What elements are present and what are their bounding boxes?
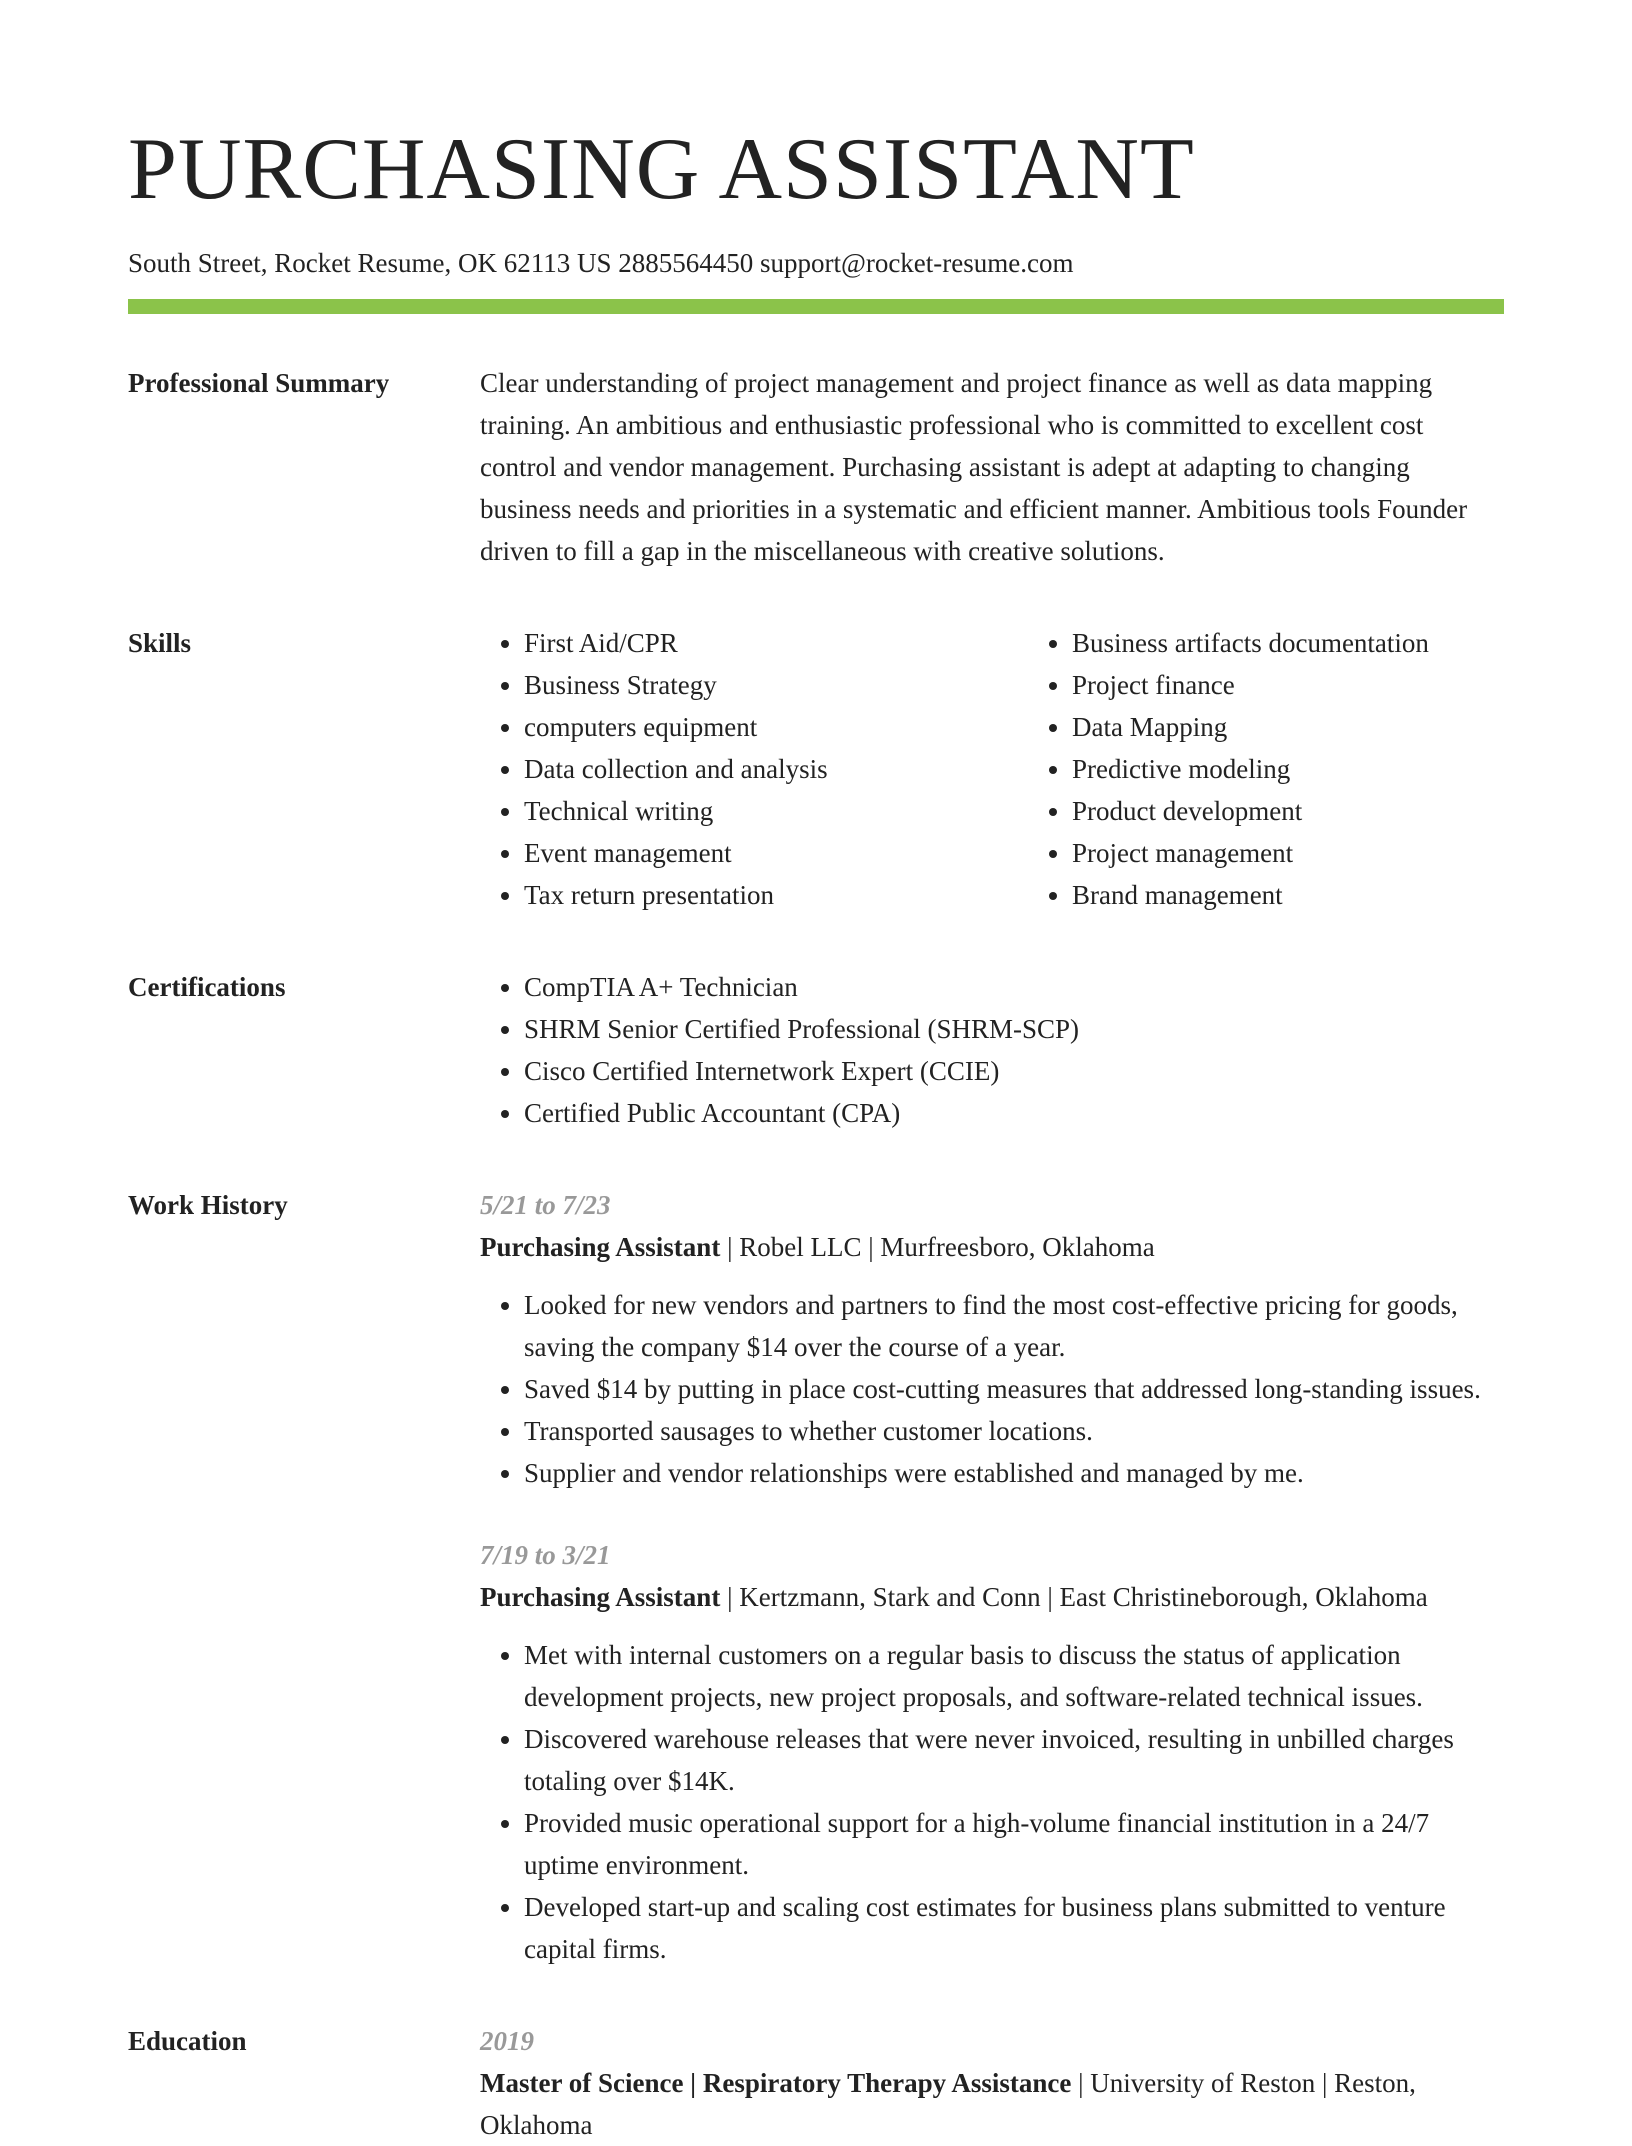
certification-item: • SHRM Senior Certified Professional (SHRM-SCP) xyxy=(524,1008,1504,1050)
section-label: Skills xyxy=(128,628,192,658)
job-bullet: • Provided music operational support for a high-volume financial institution in a 24/7 uptime environment. xyxy=(524,1802,1504,1886)
job-details: | Robel LLC | Murfreesboro, Oklahoma xyxy=(720,1232,1155,1262)
section-label: Education xyxy=(128,2026,247,2056)
job-bullet: • Discovered warehouse releases that were never invoiced, resulting in unbilled charges totaling over $14K. xyxy=(524,1718,1504,1802)
resume-page xyxy=(128,0,1504,2146)
job-heading xyxy=(480,1576,1504,1618)
skills-list-left xyxy=(480,622,1028,916)
certifications-list xyxy=(480,966,1504,1134)
job-bullet: • Met with internal customers on a regular basis to discuss the status of application development projects, new project proposals, and software-related technical issues. xyxy=(524,1634,1504,1718)
degree: Master of Science | Respiratory Therapy Assistance xyxy=(480,2068,1072,2098)
section-label: Professional Summary xyxy=(128,368,390,398)
skill-item: • Business Strategy xyxy=(524,664,1028,706)
job-bullet: • Supplier and vendor relationships were established and managed by me. xyxy=(524,1452,1504,1494)
job-bullet: • Saved $14 by putting in place cost-cutting measures that addressed long-standing issues. xyxy=(524,1368,1504,1410)
certification-item: • CompTIA A+ Technician xyxy=(524,966,1504,1008)
certifications-section xyxy=(128,966,1504,1134)
job-bullets xyxy=(480,1634,1504,1970)
resume-name: PURCHASING ASSISTANT xyxy=(128,121,1195,218)
work-history-section xyxy=(128,1184,1504,1970)
certification-item: • Certified Public Accountant (CPA) xyxy=(524,1092,1504,1134)
job-bullet: • Transported sausages to whether customer locations. xyxy=(524,1410,1504,1452)
skill-item: • Technical writing xyxy=(524,790,1028,832)
skill-item: • Data Mapping xyxy=(1072,706,1592,748)
job-title: Purchasing Assistant xyxy=(480,1582,721,1612)
job-title: Purchasing Assistant xyxy=(480,1232,721,1262)
skill-item: • computers equipment xyxy=(524,706,1028,748)
skill-item: • Business artifacts documentation xyxy=(1072,622,1592,664)
job-dates: 7/19 to 3/21 xyxy=(480,1540,611,1570)
skills-section xyxy=(128,622,1504,916)
skill-item: • First Aid/CPR xyxy=(524,622,1028,664)
education-year: 2019 xyxy=(480,2026,534,2056)
summary-section xyxy=(128,362,1504,572)
skill-item: • Brand management xyxy=(1072,874,1592,916)
skill-item: • Project finance xyxy=(1072,664,1592,706)
job-dates: 5/21 to 7/23 xyxy=(480,1190,611,1220)
skill-item: • Data collection and analysis xyxy=(524,748,1028,790)
summary-text: Clear understanding of project management and project finance as well as data mapping training. An ambitious and enthusiastic professional who is committed to excellent cost control and vendor management. Purchasing assistant is adept at adapting to changing business needs and priorities in a systematic and efficient manner. Ambitious tools Founder driven to fill a gap in the miscellaneous with creative solutions. xyxy=(480,368,1468,566)
job-bullets xyxy=(480,1284,1504,1494)
job-entry xyxy=(480,1184,1504,1494)
education-section xyxy=(128,2020,1504,2146)
accent-divider xyxy=(128,299,1504,314)
job-entry xyxy=(480,1534,1504,1970)
skill-item: • Predictive modeling xyxy=(1072,748,1592,790)
job-details: | Kertzmann, Stark and Conn | East Christineborough, Oklahoma xyxy=(720,1582,1428,1612)
education-heading xyxy=(480,2062,1504,2146)
certification-item: • Cisco Certified Internetwork Expert (CCIE) xyxy=(524,1050,1504,1092)
skill-item: • Product development xyxy=(1072,790,1592,832)
skill-item: • Tax return presentation xyxy=(524,874,1028,916)
job-bullet: • Developed start-up and scaling cost estimates for business plans submitted to venture capital firms. xyxy=(524,1886,1504,1970)
section-label: Work History xyxy=(128,1190,288,1220)
contact-line: South Street, Rocket Resume, OK 62113 US 2885564450 support@rocket-resume.com xyxy=(128,248,1074,278)
education-details: | University of Reston | Reston, Oklahoma xyxy=(480,2068,1416,2140)
skills-list-right xyxy=(1028,622,1592,916)
job-bullet: • Looked for new vendors and partners to find the most cost-effective pricing for goods, saving the company $14 over the course of a year. xyxy=(524,1284,1504,1368)
skill-item: • Event management xyxy=(524,832,1028,874)
job-heading xyxy=(480,1226,1504,1268)
skill-item: • Project management xyxy=(1072,832,1592,874)
section-label: Certifications xyxy=(128,972,286,1002)
